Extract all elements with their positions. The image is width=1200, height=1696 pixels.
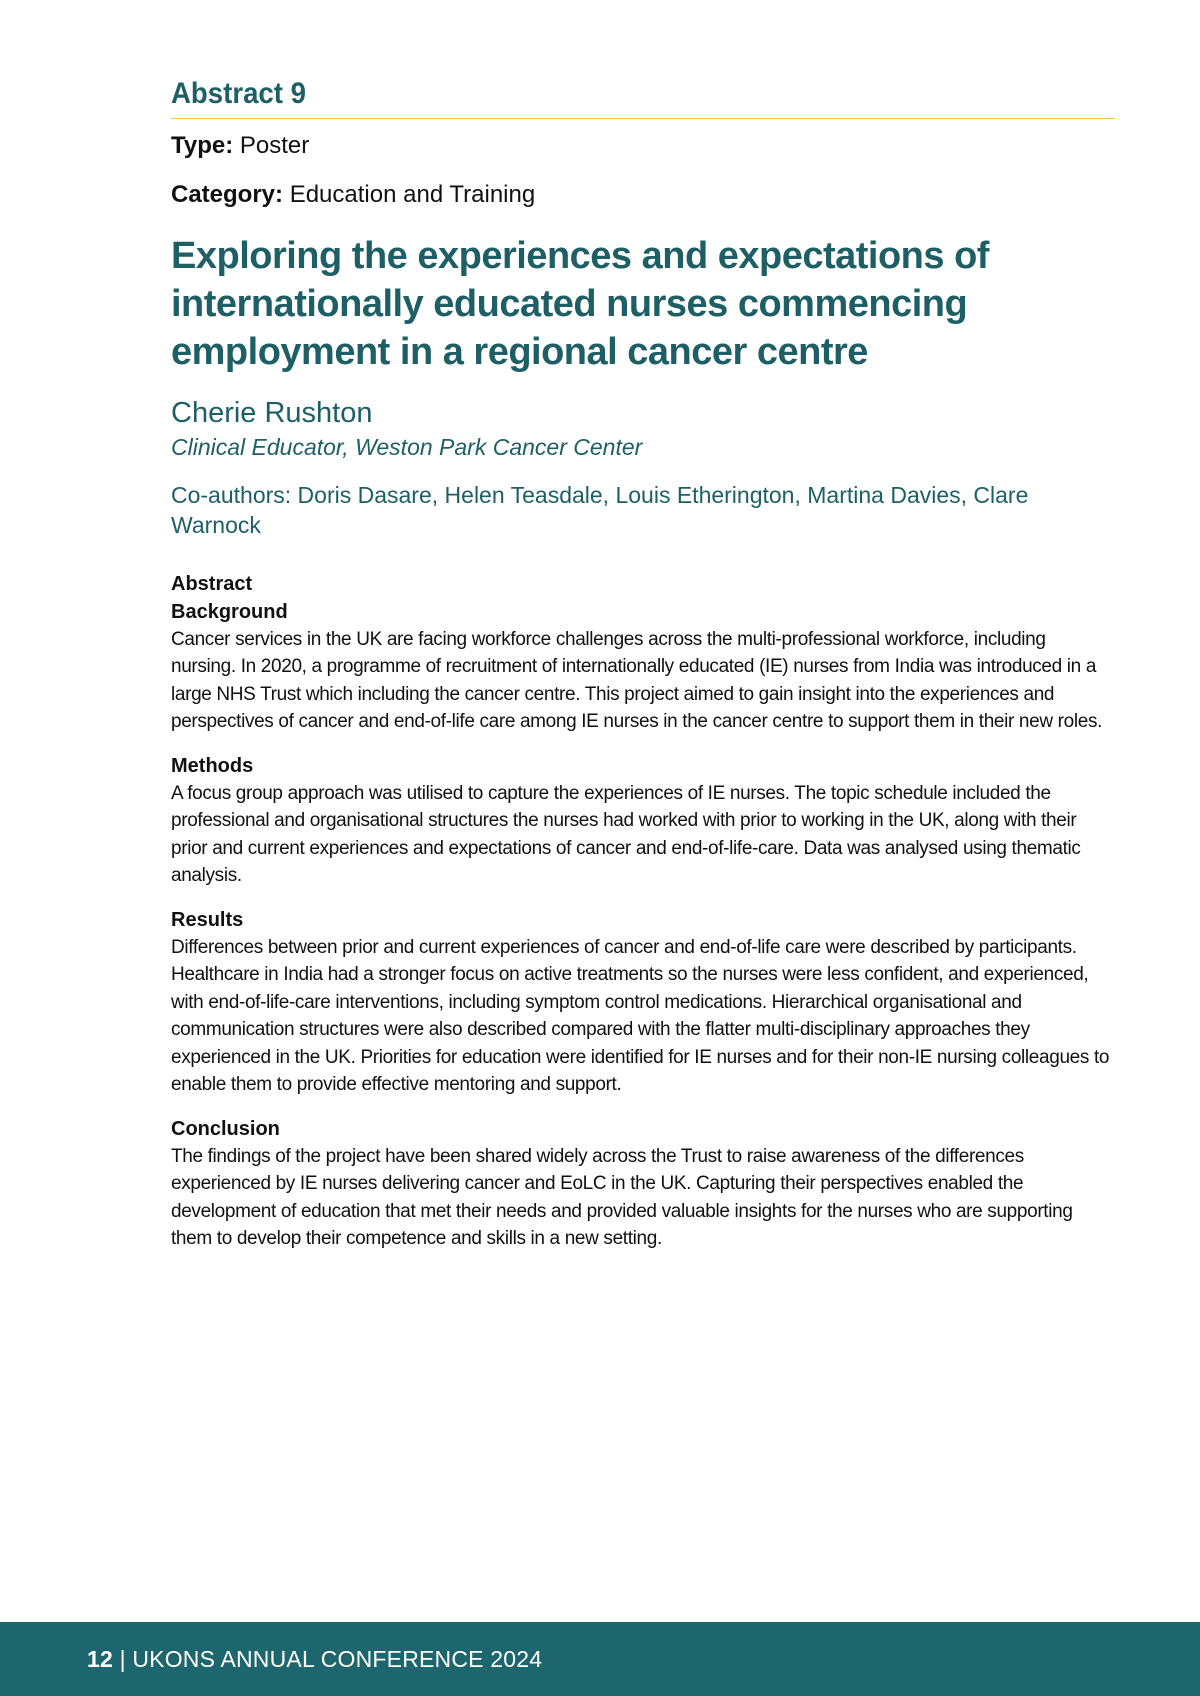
author-name: Cherie Rushton	[171, 396, 373, 429]
section-body: The findings of the project have been shared widely across the Trust to raise awareness of the differences experienced by IE nurses delivering cancer and EoLC in the UK. Capturing their perspectives enabled the development of education that met their needs and provided valuable insights for the nurses who are supporting them to develop their competence and skills in a new setting.	[171, 1145, 1073, 1250]
section-heading: Methods	[171, 754, 254, 777]
coauthors: Co-authors: Doris Dasare, Helen Teasdale, Louis Etherington, Martina Davies, Clare Warnock	[171, 481, 1029, 538]
category-value: Education and Training	[289, 180, 536, 208]
type-label: Type:	[171, 132, 234, 159]
section-body: Differences between prior and current experiences of cancer and end-of-life care were described by participants. Healthcare in India had a stronger focus on active treatments so the nurses were less confident, and experienced, with end-of-life-care interventions, including symptom control medications. Hierarchical organisational and communication structures were also described compared with the flatter multi-disciplinary approaches they experienced in the UK. Priorities for education were identified for IE nurses and for their non-IE nursing colleagues to enable them to provide effective mentoring and support.	[171, 936, 1110, 1096]
section-heading: Conclusion	[171, 1117, 280, 1140]
type-value: Poster	[239, 132, 310, 159]
page-number: 12	[87, 1646, 113, 1672]
abstract-label: Abstract	[171, 572, 253, 595]
abstract-number: Abstract 9	[171, 76, 1115, 119]
footer-text	[87, 1644, 542, 1674]
section-body: A focus group approach was utilised to capture the experiences of IE nurses. The topic schedule included the professional and organisational structures the nurses had worked with prior to working in the UK, along with their prior and current experiences and expectations of cancer and end-of-life-care. Data was analysed using thematic analysis.	[171, 782, 1081, 887]
section-methods	[171, 752, 1115, 890]
abstract-page	[171, 76, 1115, 1253]
conference-name: UKONS ANNUAL CONFERENCE 2024	[132, 1646, 543, 1672]
footer-separator: |	[112, 1646, 133, 1672]
section-conclusion	[171, 1115, 1115, 1253]
page-footer	[0, 1622, 1200, 1696]
section-heading: Background	[171, 600, 288, 623]
author-role: Clinical Educator, Weston Park Cancer Center	[171, 433, 643, 460]
category-label: Category:	[171, 180, 284, 208]
section-results	[171, 906, 1115, 1099]
type-line	[171, 132, 1115, 161]
abstract-title: Exploring the experiences and expectations of internationally educated nurses commencing employment in a regional cancer centre	[171, 234, 989, 373]
section-background	[171, 598, 1115, 736]
section-body: Cancer services in the UK are facing workforce challenges across the multi-professional workforce, including nursing. In 2020, a programme of recruitment of internationally educated (IE) nurses from India was introduced in a large NHS Trust which including the cancer centre. This project aimed to gain insight into the experiences and perspectives of cancer and end-of-life care among IE nurses in the cancer centre to support them in their new roles.	[171, 628, 1103, 733]
category-line	[171, 181, 1115, 210]
section-heading: Results	[171, 908, 244, 931]
